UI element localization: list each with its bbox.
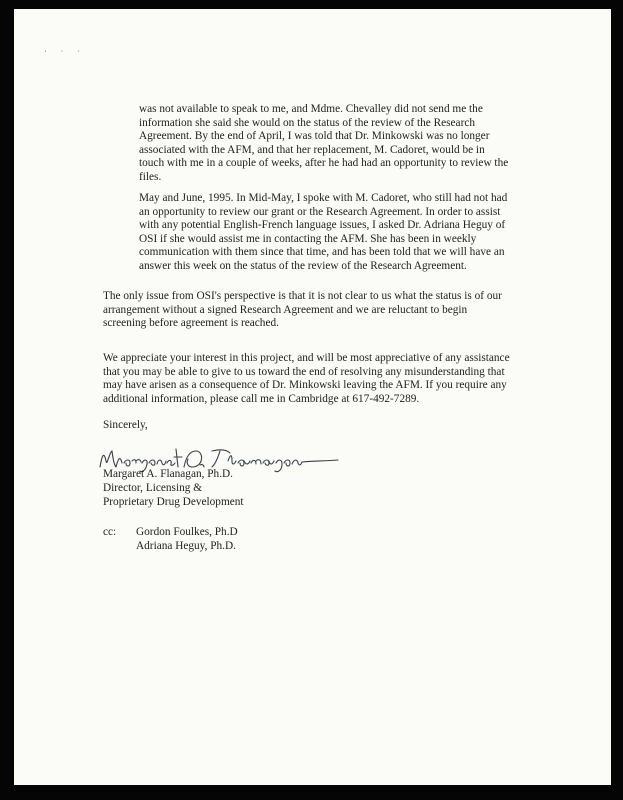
signature-block — [103, 467, 244, 510]
page-specks: · · · — [44, 47, 86, 56]
text-line: additional information, please call me in Cambridge at 617-492-7289. — [103, 392, 420, 405]
text-line: was not available to speak to me, and Mdme. Chevalley did not send me the — [139, 103, 483, 115]
cc-recipient: Gordon Foulkes, Ph.D — [136, 526, 238, 538]
text-line: Agreement. By the end of April, I was told that Dr. Minkowski was no longer — [139, 130, 490, 143]
text-line: OSI if she would assist me in contacting the AFM. She has been in weekly — [139, 232, 477, 245]
text-line: communication with them since that time, and has been told that we will have an — [139, 246, 505, 259]
signer-name: Margaret A. Flanagan, Ph.D. — [103, 468, 233, 480]
text-line: The only issue from OSI's perspective is that it is not clear to us what the status is of our — [103, 290, 502, 302]
closing: Sincerely, — [103, 419, 148, 431]
text-line: information she said she would on the status of the review of the Research — [139, 116, 475, 129]
text-line: arrangement without a signed Research Agreement and we are reluctant to begin — [103, 303, 468, 316]
text-line: answer this week on the status of the review of the Research Agreement. — [139, 259, 467, 272]
text-line: screening before agreement is reached. — [103, 317, 279, 330]
text-line: touch with me in a couple of weeks, after he had had an opportunity to review the — [139, 157, 509, 170]
text-line: an opportunity to review our grant or the Research Agreement. In order to assist — [139, 205, 501, 218]
signer-title-line-2: Proprietary Drug Development — [103, 496, 244, 509]
signature-label: Margaret A. Flanagan — [92, 437, 101, 438]
paragraph-may-june — [139, 192, 559, 274]
signer-title-line-1: Director, Licensing & — [103, 482, 202, 495]
text-line: May and June, 1995. In Mid-May, I spoke with M. Cadoret, who still had not had — [139, 192, 508, 204]
text-line: associated with the AFM, and that her replacement, M. Cadoret, would be in — [139, 143, 485, 156]
text-line: We appreciate your interest in this project, and will be most appreciative of any assistance — [103, 352, 510, 364]
text-line: may have arisen as a consequence of Dr. Minkowski leaving the AFM. If you require any — [103, 379, 507, 392]
letter-page — [14, 9, 611, 785]
cc-label: cc: — [103, 526, 117, 538]
cc-recipient: Adriana Heguy, Ph.D. — [136, 540, 236, 553]
text-line: files. — [139, 170, 162, 183]
paragraph-april — [139, 103, 559, 185]
text-line: with any potential English-French language issues, I asked Dr. Adriana Heguy of — [139, 219, 506, 232]
paragraph-appreciation — [103, 352, 559, 406]
cc-recipients — [136, 525, 238, 553]
paragraph-osi-issue — [103, 290, 559, 331]
text-line: that you may be able to give to us toward the end of resolving any misunderstanding that — [103, 365, 505, 378]
